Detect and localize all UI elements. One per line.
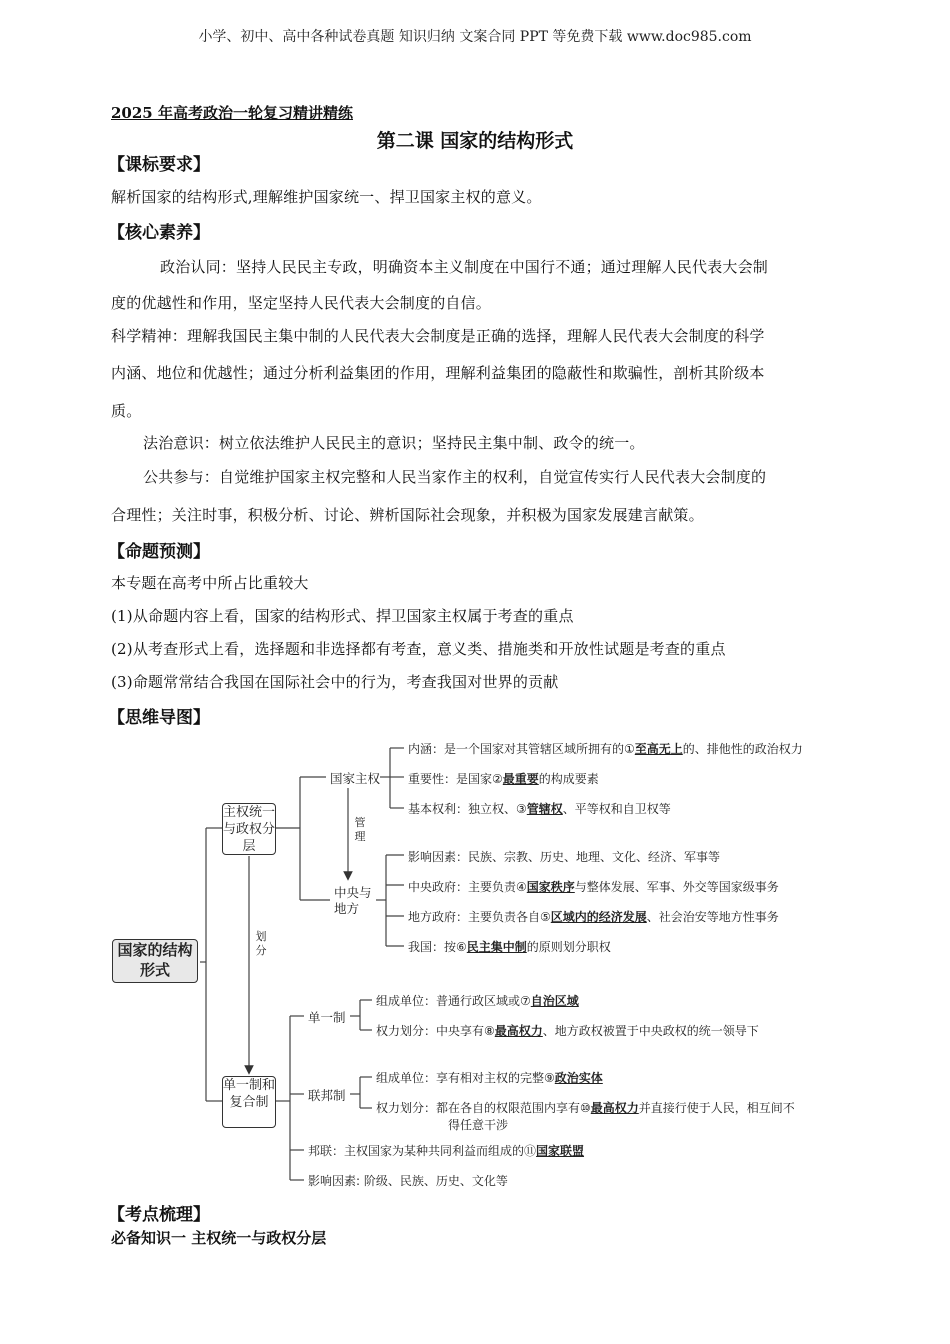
mindmap-leaf-federal-power: 权力划分：都在各自的权限范围内享有⑩最高权力并直接行使于人民，相互间不 [376,1101,795,1115]
kaodian-subheading: 必备知识一 主权统一与政权分层 [111,1229,327,1247]
section-mingti: 【命题预测】 [108,542,210,562]
kebiao-text: 解析国家的结构形式,理解维护国家统一、捍卫国家主权的意义。 [111,188,542,206]
mindmap-leaf-unitary-units: 组成单位：普通行政区域或⑦自治区域 [376,994,579,1008]
section-siwei: 【思维导图】 [108,708,210,728]
mindmap-leaf-sovereignty-importance: 重要性：是国家②最重要的构成要素 [408,772,599,786]
mindmap-leaf-local-government: 地方政府：主要负责各自⑤区域内的经济发展、社会治安等地方性事务 [408,910,779,924]
mindmap-leaf-unitary-power: 权力划分：中央享有⑧最高权力、地方政权被置于中央政权的统一领导下 [376,1024,759,1038]
mingti-line: (3)命题常常结合我国在国际社会中的行为，考查我国对世界的贡献 [111,673,559,691]
hexin-line: 法治意识：树立依法维护人民民主的意识；坚持民主集中制、政令的统一。 [143,434,645,452]
hexin-line: 内涵、地位和优越性；通过分析利益集团的作用，理解利益集团的隐蔽性和欺骗性，剖析其阶级本 [111,364,765,382]
mingti-line: (1)从命题内容上看，国家的结构形式、捍卫国家主权属于考查的重点 [111,607,574,625]
mindmap-node-sovereignty: 国家主权 [330,771,381,786]
mindmap-leaf-central-government: 中央政府：主要负责④国家秩序与整体发展、军事、外交等国家级事务 [408,880,779,894]
mindmap-leaf-federal-power-cont: 得任意干涉 [448,1118,509,1132]
mingti-line: 本专题在高考中所占比重较大 [111,574,309,592]
mindmap-node-federal: 联邦制 [308,1088,346,1103]
lesson-title: 第二课 国家的结构形式 [376,130,574,152]
mingti-line: (2)从考查形式上看，选择题和非选择都有考查，意义类、措施类和开放性试题是考查的重点 [111,640,726,658]
mindmap-branch-unitary-compound: 单一制和复合制 [222,1076,276,1128]
mindmap-root: 国家的结构形式 [112,939,198,983]
hexin-line: 度的优越性和作用，坚定坚持人民代表大会制度的自信。 [111,294,492,312]
mindmap-link-manage: 管理 [354,816,366,843]
section-kebiao: 【课标要求】 [108,155,210,175]
mind-map [108,730,828,1200]
mindmap-branch-sovereignty-unity: 主权统一与政权分层 [223,805,276,854]
hexin-line: 质。 [111,402,142,420]
mindmap-leaf-influence-factors: 影响因素: 阶级、民族、历史、文化等 [308,1174,508,1188]
mindmap-node-unitary: 单一制 [308,1010,346,1025]
hexin-line: 科学精神：理解我国民主集中制的人民代表大会制度是正确的选择，理解人民代表大会制度的科学 [111,327,765,345]
section-kaodian: 【考点梳理】 [108,1205,210,1225]
mindmap-leaf-factors: 影响因素：民族、宗教、历史、地理、文化、经济、军事等 [408,850,721,864]
mindmap-node-central-local: 中央与地方 [334,885,372,916]
section-hexin: 【核心素养】 [108,223,210,243]
mindmap-leaf-china: 我国：按⑥民主集中制的原则划分职权 [408,940,611,954]
mindmap-leaf-federal-units: 组成单位：享有相对主权的完整⑨政治实体 [376,1071,603,1085]
page-header: 小学、初中、高中各种试卷真题 知识归纳 文案合同 PPT 等免费下载 www.doc985.com [198,29,752,45]
mindmap-leaf-sovereignty-meaning: 内涵：是一个国家对其管辖区域所拥有的①至高无上的、排他性的政治权力 [408,742,803,756]
hexin-line: 合理性；关注时事，积极分析、讨论、辨析国际社会现象，并积极为国家发展建言献策。 [111,506,704,524]
mindmap-leaf-confederation: 邦联：主权国家为某种共同利益而组成的⑪国家联盟 [308,1144,585,1158]
document-pretitle: 2025 年高考政治一轮复习精讲精练 [111,104,353,122]
hexin-line: 公共参与：自觉维护国家主权完整和人民当家作主的权利，自觉宣传实行人民代表大会制度的 [143,468,767,486]
mindmap-link-divide: 划分 [255,930,267,957]
mindmap-leaf-sovereignty-rights: 基本权利：独立权、③管辖权、平等权和自卫权等 [408,802,671,816]
hexin-line: 政治认同：坚持人民民主专政，明确资本主义制度在中国行不通；通过理解人民代表大会制 [160,258,769,276]
